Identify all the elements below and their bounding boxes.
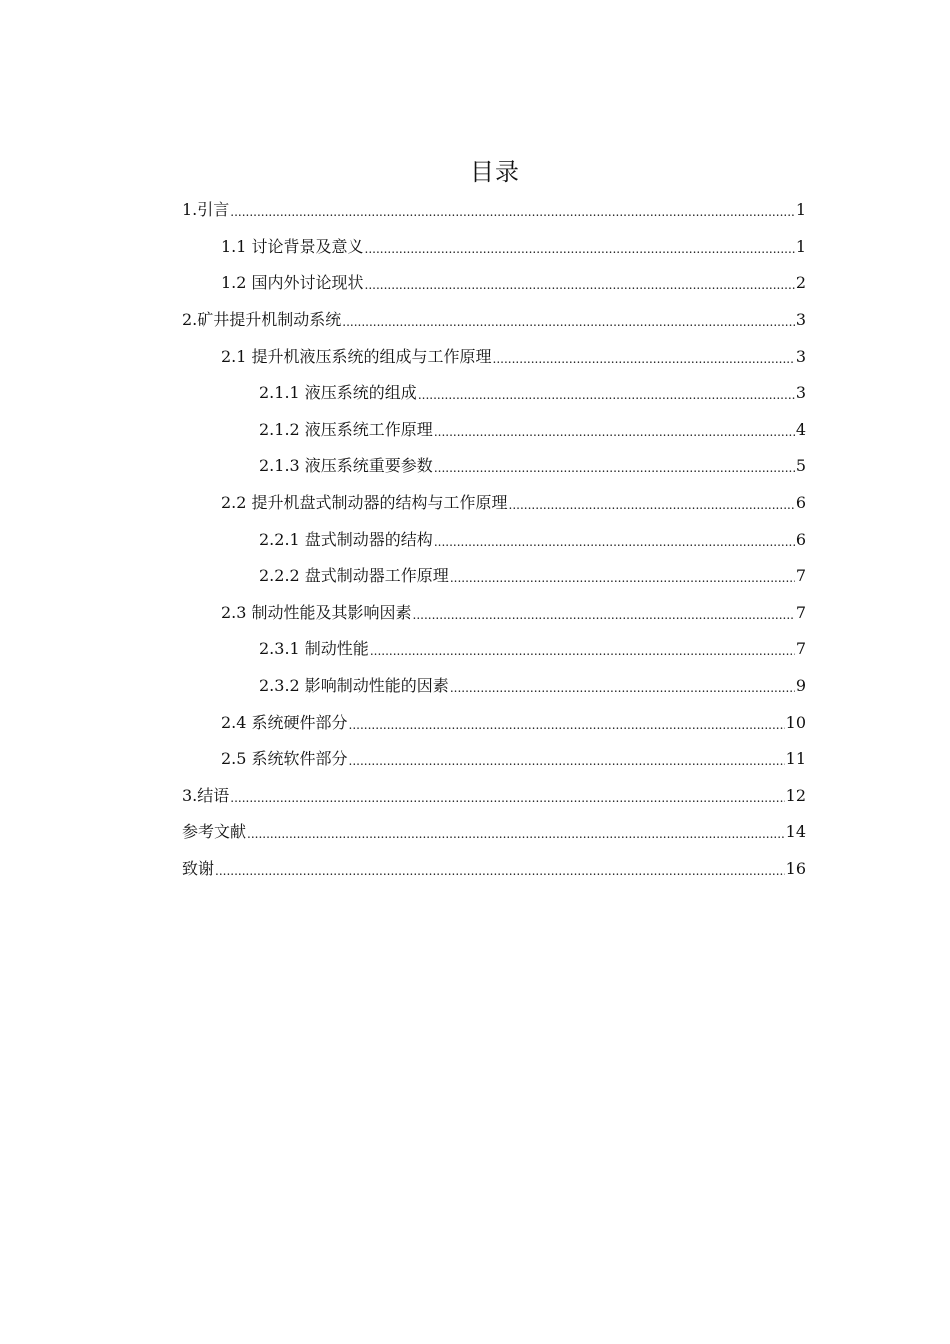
- toc-entry: [182, 338, 806, 375]
- toc-entry: [182, 595, 806, 632]
- toc-dot-leader: [215, 861, 785, 881]
- toc-entry-page: 3: [795, 383, 806, 403]
- toc-entry-page: 11: [785, 749, 806, 769]
- toc-entry-page: 16: [785, 858, 806, 878]
- toc-dot-leader: [450, 678, 795, 698]
- toc-entry: [182, 814, 806, 851]
- toc-dot-leader: [349, 715, 785, 735]
- toc-entry: [182, 851, 806, 888]
- toc-entry: [182, 631, 806, 668]
- toc-entry-page: 9: [795, 676, 806, 696]
- toc-dot-leader: [434, 422, 795, 442]
- toc-dot-leader: [370, 641, 795, 661]
- toc-entry-text: 致谢: [182, 858, 215, 878]
- toc-entry-text: 2.3.2 影响制动性能的因素: [259, 676, 449, 696]
- toc-dot-leader: [418, 385, 795, 405]
- toc-entry-text: 2.2 提升机盘式制动器的结构与工作原理: [221, 493, 508, 513]
- toc-dot-leader: [342, 312, 795, 332]
- toc-entry-text: 2.4 系统硬件部分: [221, 712, 348, 732]
- toc-dot-leader: [365, 275, 795, 295]
- toc-entry-text: 参考文献: [182, 822, 247, 842]
- toc-entry-page: 2: [795, 273, 806, 293]
- toc-dot-leader: [247, 824, 785, 844]
- toc-entry-text: 3.结语: [182, 785, 230, 805]
- toc-dot-leader: [434, 458, 795, 478]
- toc-dot-leader: [509, 495, 795, 515]
- toc-entry: [182, 668, 806, 705]
- toc-entry-page: 3: [795, 346, 806, 366]
- toc-entry-text: 2.1.3 液压系统重要参数: [259, 456, 433, 476]
- toc-entry-page: 12: [785, 785, 806, 805]
- toc-entry-page: 10: [785, 712, 806, 732]
- toc-entry-text: 2.2.2 盘式制动器工作原理: [259, 566, 449, 586]
- toc-dot-leader: [349, 751, 785, 771]
- toc-entry-page: 5: [795, 456, 806, 476]
- toc-entry: [182, 229, 806, 266]
- toc-entry-text: 2.3 制动性能及其影响因素: [221, 602, 412, 622]
- toc-dot-leader: [365, 239, 795, 259]
- toc-entry: [182, 558, 806, 595]
- toc-entry-page: 14: [785, 822, 806, 842]
- toc-entry: [182, 704, 806, 741]
- toc-entry: [182, 741, 806, 778]
- toc-dot-leader: [450, 568, 795, 588]
- toc-dot-leader: [413, 605, 795, 625]
- toc-entry-text: 1.1 讨论背景及意义: [221, 236, 364, 256]
- toc-entry-text: 2.1.2 液压系统工作原理: [259, 419, 433, 439]
- toc-entry-page: 6: [795, 493, 806, 513]
- toc-entry-page: 7: [795, 639, 806, 659]
- toc-dot-leader: [493, 349, 795, 369]
- toc-entry-page: 1: [795, 200, 806, 220]
- toc-entry: [182, 778, 806, 815]
- toc-entry-page: 1: [795, 236, 806, 256]
- toc-entry-text: 2.5 系统软件部分: [221, 749, 348, 769]
- toc-entry-text: 2.1.1 液压系统的组成: [259, 383, 417, 403]
- toc-entry-page: 4: [795, 419, 806, 439]
- toc-entry-text: 2.2.1 盘式制动器的结构: [259, 529, 433, 549]
- toc-entry: [182, 192, 806, 229]
- toc-entry-text: 2.3.1 制动性能: [259, 639, 369, 659]
- table-of-contents: [182, 192, 806, 887]
- toc-entry-text: 2.1 提升机液压系统的组成与工作原理: [221, 346, 492, 366]
- toc-dot-leader: [434, 532, 795, 552]
- toc-dot-leader: [230, 202, 795, 222]
- toc-entry-page: 3: [795, 310, 806, 330]
- toc-entry: [182, 485, 806, 522]
- toc-entry: [182, 375, 806, 412]
- toc-entry: [182, 412, 806, 449]
- toc-entry-page: 6: [795, 529, 806, 549]
- toc-entry-text: 2.矿井提升机制动系统: [182, 310, 342, 330]
- toc-entry: [182, 265, 806, 302]
- toc-entry-page: 7: [795, 602, 806, 622]
- toc-entry: [182, 521, 806, 558]
- toc-entry-text: 1.引言: [182, 200, 230, 220]
- toc-dot-leader: [230, 788, 784, 808]
- toc-entry: [182, 448, 806, 485]
- toc-entry-text: 1.2 国内外讨论现状: [221, 273, 364, 293]
- toc-title: 目录: [470, 158, 520, 186]
- toc-entry-page: 7: [795, 566, 806, 586]
- toc-entry: [182, 302, 806, 339]
